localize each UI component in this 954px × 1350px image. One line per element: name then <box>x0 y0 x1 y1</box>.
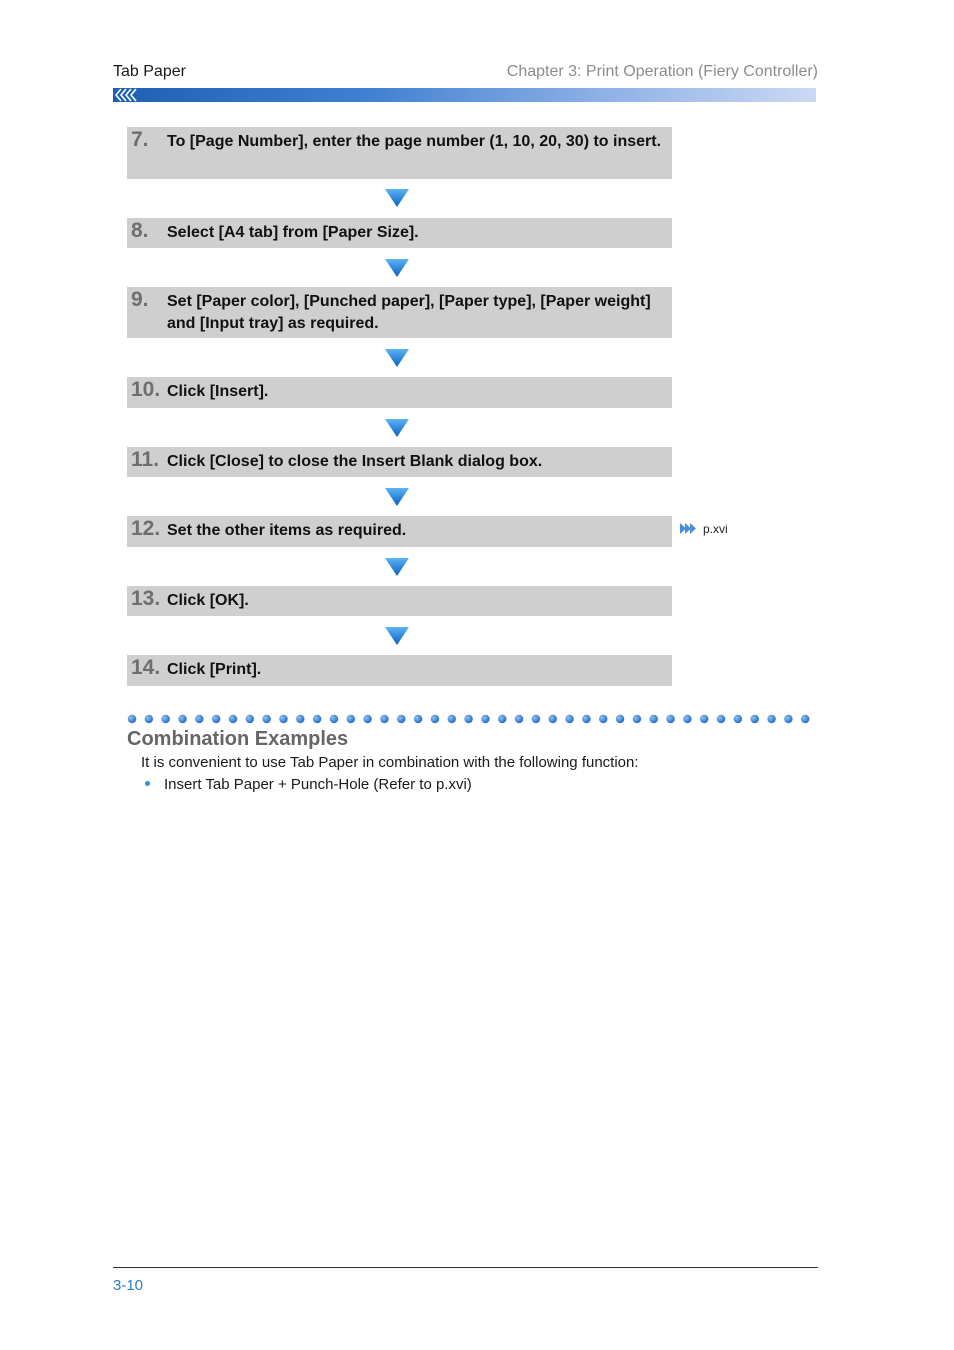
header-chevrons-icon <box>113 88 137 102</box>
step-number: 14. <box>131 656 161 679</box>
footer-divider <box>113 1267 818 1268</box>
section-heading: Combination Examples <box>127 728 349 750</box>
step-text: Click [Close] to close the Insert Blank dialog box. <box>167 453 543 470</box>
step-number: 12. <box>131 517 161 540</box>
step-10 <box>127 377 672 408</box>
step-9 <box>127 287 672 338</box>
step-13 <box>127 586 672 616</box>
bullet-item: Insert Tab Paper + Punch-Hole (Refer to p.xvi) <box>164 776 472 793</box>
step-7 <box>127 127 672 179</box>
section-body-text: It is convenient to use Tab Paper in combination with the following function: <box>141 754 639 771</box>
down-arrow-icon <box>385 349 409 367</box>
down-arrow-icon <box>385 259 409 277</box>
step-number: 8. <box>131 219 149 242</box>
dotted-divider <box>127 713 817 725</box>
bullet-icon <box>145 781 150 786</box>
step-text: Click [Insert]. <box>167 383 269 400</box>
step-11 <box>127 447 672 477</box>
header-section-title: Tab Paper <box>113 63 186 80</box>
step-number: 9. <box>131 288 149 311</box>
down-arrow-icon <box>385 558 409 576</box>
step-text: Select [A4 tab] from [Paper Size]. <box>167 224 419 241</box>
reference-link[interactable]: p.xvi <box>703 522 728 536</box>
step-8 <box>127 218 672 248</box>
down-arrow-icon <box>385 627 409 645</box>
step-12 <box>127 516 672 547</box>
reference-arrow-icon <box>680 523 698 534</box>
step-text: Click [Print]. <box>167 661 262 678</box>
step-number: 7. <box>131 128 149 151</box>
step-text: To [Page Number], enter the page number (1, 10, 20, 30) to insert. <box>167 133 662 150</box>
step-14 <box>127 655 672 686</box>
step-number: 13. <box>131 587 161 610</box>
step-text: Set the other items as required. <box>167 522 407 539</box>
down-arrow-icon <box>385 189 409 207</box>
step-text: Set [Paper color], [Punched paper], [Paper type], [Paper weight] and [Input tray] as required. <box>167 293 651 332</box>
step-text: Click [OK]. <box>167 592 249 609</box>
header-chapter-title: Chapter 3: Print Operation (Fiery Controller) <box>506 63 818 80</box>
header-gradient-bar <box>113 88 816 102</box>
step-number: 10. <box>131 378 161 401</box>
page-number: 3-10 <box>113 1277 144 1294</box>
down-arrow-icon <box>385 419 409 437</box>
down-arrow-icon <box>385 488 409 506</box>
step-number: 11. <box>131 448 160 471</box>
